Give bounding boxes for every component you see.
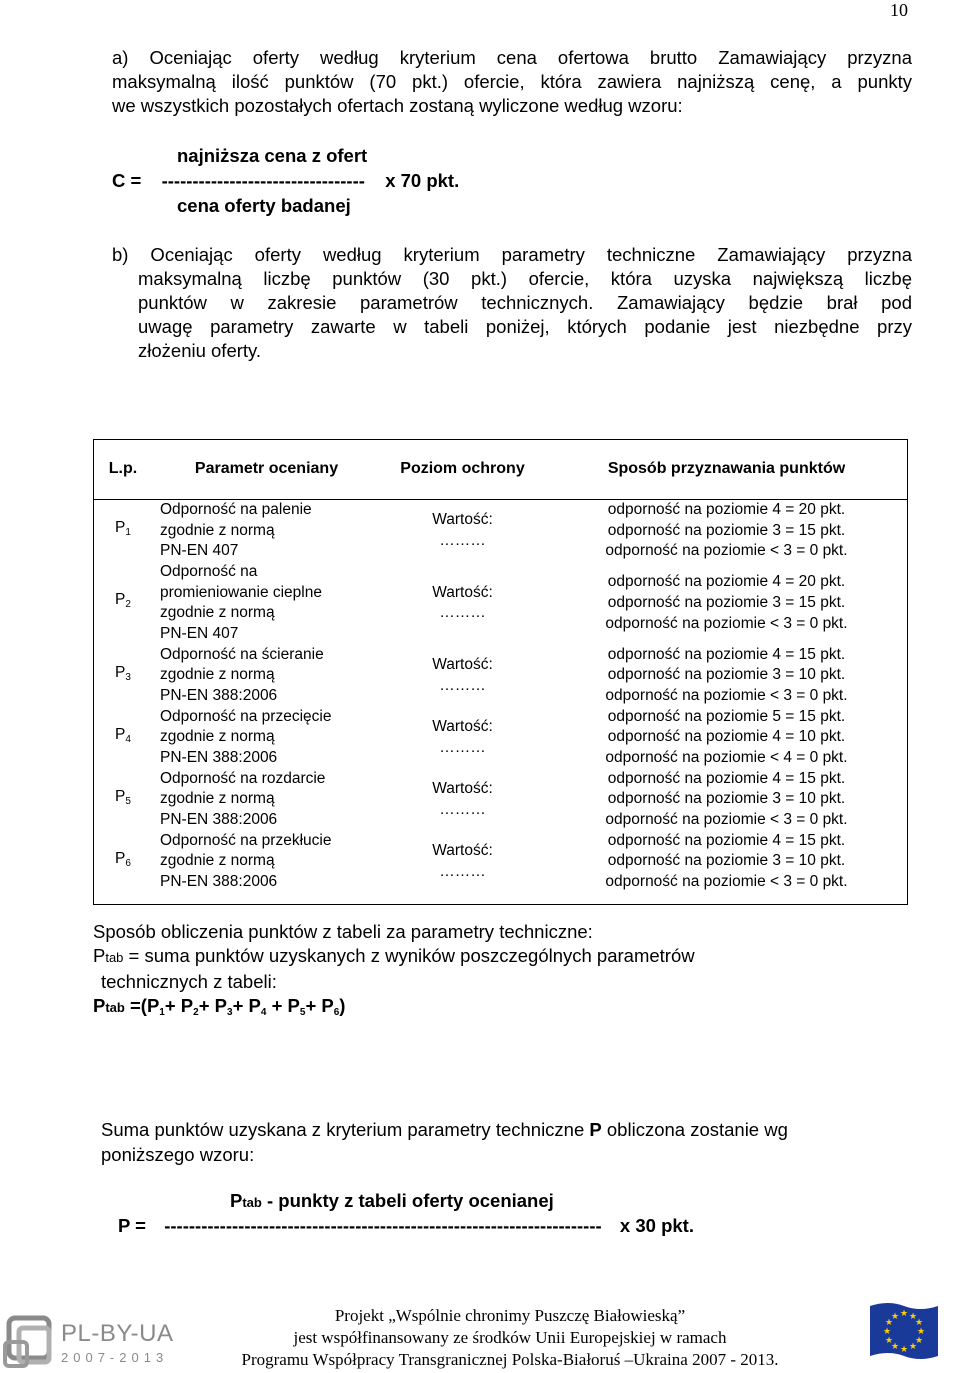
table-row bbox=[93, 707, 908, 769]
row-lp: $P_1$ bbox=[115, 519, 131, 539]
row-value: Wartość: ……… bbox=[432, 511, 493, 549]
formula-c-lhs: C = bbox=[112, 170, 142, 191]
section-a bbox=[112, 46, 912, 118]
formula-c-line bbox=[112, 170, 459, 192]
table-row bbox=[93, 645, 908, 707]
row-parameter: Odporność na przekłucie zgodnie z normą PN-EN 388:2006 bbox=[160, 831, 332, 891]
formula-c-denominator: cena oferty badanej bbox=[177, 195, 351, 216]
page-number: 10 bbox=[890, 0, 908, 20]
row-parameter: Odporność na promieniowanie cieplne zgodnie z normą PN-EN 407 bbox=[160, 563, 322, 642]
formula-p-multiplier: x 30 pkt. bbox=[619, 1215, 694, 1236]
row-lp: $P_2$ bbox=[115, 591, 131, 611]
formula-p-numerator: Ptab - punkty z tabeli oferty ocenianej bbox=[230, 1190, 554, 1211]
table-header-row bbox=[93, 439, 908, 500]
row-points: odporność na poziomie 4 = 20 pkt. odporność na poziomie 3 = 15 pkt. odporność na poziomie < 3 = 0 pkt. bbox=[605, 501, 848, 560]
section-a-line: a) Oceniając oferty według kryterium cena ofertowa brutto Zamawiający przyzna bbox=[112, 47, 912, 68]
section-b-line: maksymalną liczbę punktów (30 pkt.) ofercie, która uzyska największą liczbę bbox=[138, 268, 912, 289]
footer-line: Programu Współpracy Transgranicznej Polska-Białoruś –Ukraina 2007 - 2013. bbox=[241, 1350, 779, 1369]
row-lp: $P_3$ bbox=[115, 663, 131, 683]
table-row bbox=[93, 562, 908, 645]
header-protection-level: Poziom ochrony bbox=[380, 439, 545, 500]
row-points: odporność na poziomie 4 = 15 pkt. odporność na poziomie 3 = 10 pkt. odporność na poziomie < 3 = 0 pkt. bbox=[605, 769, 848, 829]
calc-line-2: Ptab = suma punktów uzyskanych z wyników poszczególnych parametrów bbox=[93, 945, 695, 966]
suma-section bbox=[101, 1117, 788, 1167]
suma-line-1: Suma punktów uzyskana z kryterium parametry techniczne P obliczona zostanie wg bbox=[101, 1119, 788, 1140]
svg-text:★: ★ bbox=[882, 1327, 892, 1337]
technical-parameters-table bbox=[93, 439, 908, 893]
footer-line: Projekt „Wspólnie chronimy Puszczę Białowieską” bbox=[334, 1306, 686, 1325]
formula-c-dashes: --------------------------------- bbox=[161, 170, 365, 191]
svg-text:★: ★ bbox=[914, 1336, 924, 1346]
logo-mark-icon bbox=[3, 1312, 59, 1370]
row-lp: $P_4$ bbox=[115, 725, 131, 745]
formula-p-dashes: ----------------------------------------------------------------------- bbox=[164, 1215, 602, 1236]
pl-by-ua-logo bbox=[3, 1312, 203, 1372]
svg-text:★: ★ bbox=[890, 1342, 900, 1352]
table-row bbox=[93, 831, 908, 893]
logo-text: PL-BY-UA bbox=[61, 1320, 174, 1347]
row-lp: $P_6$ bbox=[115, 849, 131, 869]
header-scoring: Sposób przyznawania punktów bbox=[545, 439, 908, 500]
formula-p-lhs: P = bbox=[118, 1215, 146, 1236]
calc-line-1: Sposób obliczenia punktów z tabeli za parametry techniczne: bbox=[93, 921, 593, 942]
row-value: Wartość: ……… bbox=[432, 718, 493, 756]
suma-line-2: poniższego wzoru: bbox=[101, 1144, 255, 1165]
row-parameter: Odporność na rozdarcie zgodnie z normą PN-EN 388:2006 bbox=[160, 769, 326, 829]
row-parameter: Odporność na ścieranie zgodnie z normą PN-EN 388:2006 bbox=[160, 645, 324, 705]
calc-formula: Ptab $=(P_1+ P_2+ P_3+ P_4 + P_5+ P_6)$ bbox=[93, 995, 346, 1018]
row-parameter: Odporność na przecięcie zgodnie z normą PN-EN 388:2006 bbox=[160, 707, 332, 767]
section-b-line: punktów w zakresie parametrów technicznych. Zamawiający będzie brał pod bbox=[138, 292, 912, 313]
section-b-line: b) Oceniając oferty według kryterium parametry techniczne Zamawiający przyzna bbox=[112, 244, 912, 265]
svg-text:★: ★ bbox=[914, 1318, 924, 1328]
svg-text:★: ★ bbox=[916, 1327, 926, 1337]
table-row bbox=[93, 500, 908, 562]
footer-line: jest współfinansowany ze środków Unii Europejskiej w ramach bbox=[293, 1328, 727, 1347]
row-points: odporność na poziomie 4 = 20 pkt. odporność na poziomie 3 = 15 pkt. odporność na poziomie < 3 = 0 pkt. bbox=[605, 573, 848, 632]
calc-section bbox=[93, 920, 695, 1025]
row-value: Wartość: ……… bbox=[432, 780, 493, 818]
formula-c-multiplier: x 70 pkt. bbox=[385, 170, 460, 191]
row-points: odporność na poziomie 5 = 15 pkt. odporność na poziomie 4 = 10 pkt. odporność na poziomie < 4 = 0 pkt. bbox=[605, 707, 848, 767]
row-value: Wartość: ……… bbox=[432, 583, 493, 622]
row-lp: $P_5$ bbox=[115, 787, 131, 807]
row-points: odporność na poziomie 4 = 15 pkt. odporność na poziomie 3 = 10 pkt. odporność na poziomie < 3 = 0 pkt. bbox=[605, 645, 848, 705]
svg-text:★: ★ bbox=[890, 1312, 900, 1322]
section-b-line: złożeniu oferty. bbox=[138, 340, 262, 361]
eu-flag-icon bbox=[868, 1300, 940, 1362]
header-lp: L.p. bbox=[93, 439, 153, 500]
table-row bbox=[93, 769, 908, 831]
svg-text:★: ★ bbox=[884, 1318, 894, 1328]
svg-text:★: ★ bbox=[908, 1312, 918, 1322]
svg-text:★: ★ bbox=[899, 1345, 909, 1355]
header-parameter: Parametr oceniany bbox=[153, 439, 380, 500]
svg-text:★: ★ bbox=[899, 1309, 909, 1319]
row-value: Wartość: ……… bbox=[432, 656, 493, 694]
row-points: odporność na poziomie 4 = 15 pkt. odporność na poziomie 3 = 10 pkt. odporność na poziomie < 3 = 0 pkt. bbox=[605, 831, 848, 891]
formula-c-numerator: najniższa cena z ofert bbox=[177, 145, 368, 166]
section-b bbox=[112, 243, 912, 363]
svg-text:★: ★ bbox=[908, 1342, 918, 1352]
section-a-line: maksymalną ilość punktów (70 pkt.) ofercie, która zawiera najniższą cenę, a punkty bbox=[112, 71, 912, 92]
section-b-line: uwagę parametry zawarte w tabeli poniżej, których podanie jest niezbędne przy bbox=[138, 316, 912, 337]
footer-text bbox=[200, 1305, 820, 1371]
logo-years: 2007-2013 bbox=[61, 1350, 169, 1365]
calc-line-3: technicznych z tabeli: bbox=[101, 971, 277, 992]
section-a-line: we wszystkich pozostałych ofertach zostaną wyliczone według wzoru: bbox=[112, 95, 683, 116]
formula-p-line bbox=[118, 1215, 694, 1237]
row-value: Wartość: ……… bbox=[432, 842, 493, 880]
row-parameter: Odporność na palenie zgodnie z normą PN-EN 407 bbox=[160, 501, 312, 560]
svg-text:★: ★ bbox=[884, 1336, 894, 1346]
